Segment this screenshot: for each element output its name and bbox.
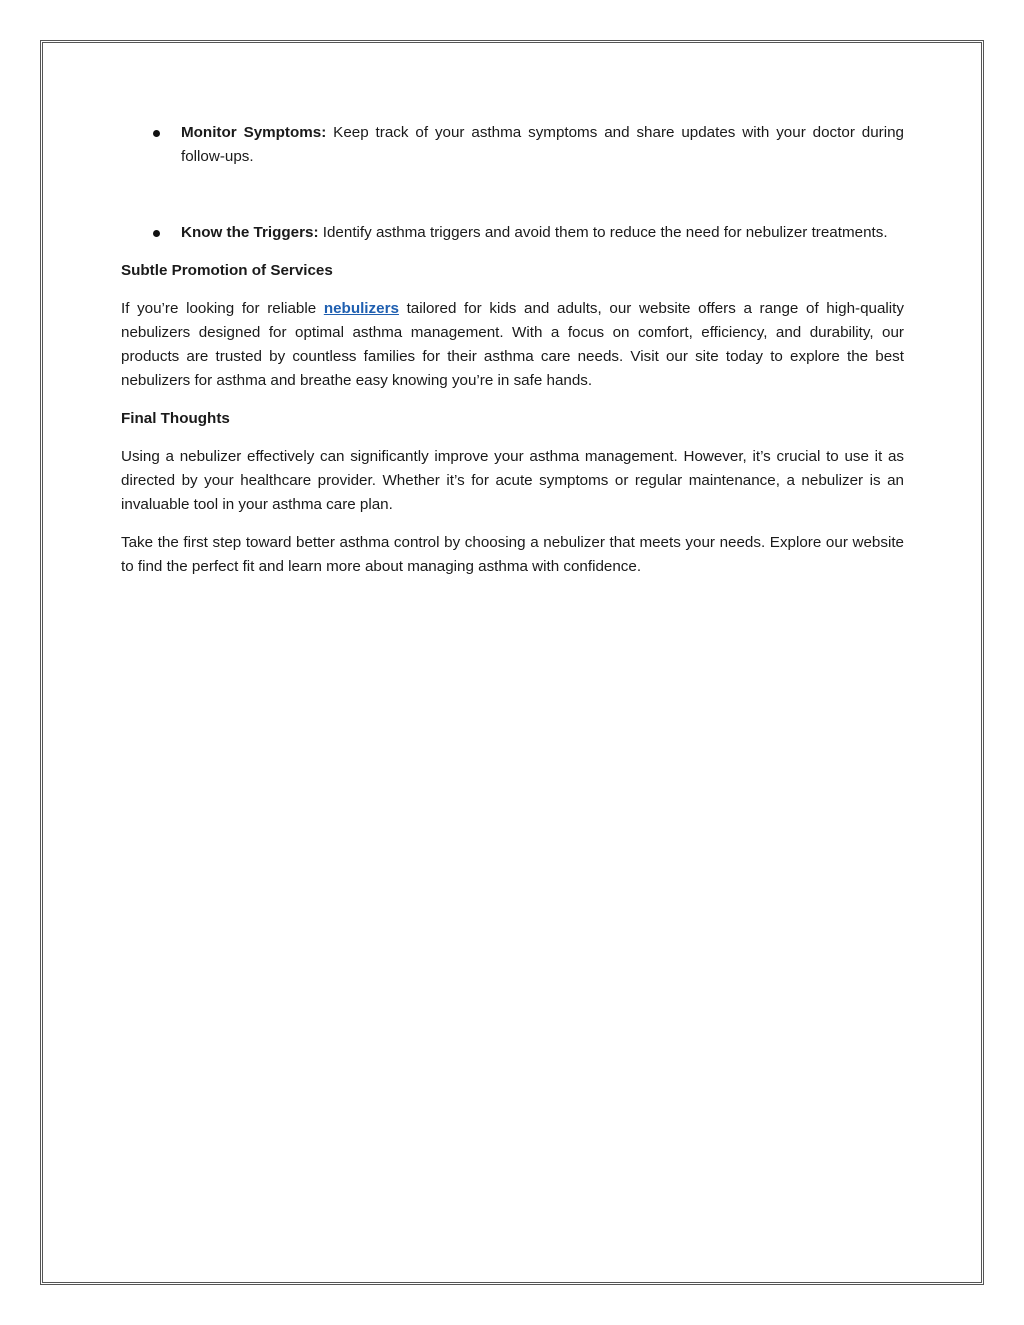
final-thoughts-paragraph-1: Using a nebulizer effectively can significantly improve your asthma management. However, it’s crucial to use it as directed by your healthcare provider. Whether it’s for acute symptoms or regular maintenance, a nebulizer is an invaluable tool in your asthma care plan. [121, 448, 904, 513]
section-heading-final-thoughts: Final Thoughts [121, 410, 230, 427]
bullet-monitor-symptoms [121, 121, 904, 169]
promotion-text-end: tailored for kids and adults, our website offers a range of high-quality nebulizers designed for optimal asthma management. With a focus on comfort, efficiency, and durability, our products are trusted by countless families for their asthma care needs. Visit our site today to explore the best nebulizers for asthma and breathe easy knowing you’re in safe hands. [121, 300, 904, 389]
nebulizers-link[interactable]: nebulizers [323, 300, 399, 317]
bullet-icon [153, 130, 160, 137]
promotion-paragraph [121, 297, 904, 393]
bullet-lead: Know the Triggers: [181, 224, 319, 241]
document-body [121, 120, 904, 579]
bullet-lead: Monitor Symptoms: [181, 124, 327, 141]
bullet-icon [153, 230, 160, 237]
bullet-text: Keep track of your asthma symptoms and share updates with your doctor during follow-ups. [181, 124, 904, 165]
bullet-text: Identify asthma triggers and avoid them to reduce the need for nebulizer treatments. [318, 224, 888, 241]
bullet-know-triggers [121, 221, 904, 245]
promotion-text-start: If you’re looking for reliable [121, 300, 324, 317]
final-thoughts-paragraph-2: Take the first step toward better asthma control by choosing a nebulizer that meets your needs. Explore our website to find the perfect fit and learn more about managing asthma with confidence. [121, 534, 904, 575]
section-heading-promotion: Subtle Promotion of Services [121, 262, 333, 279]
